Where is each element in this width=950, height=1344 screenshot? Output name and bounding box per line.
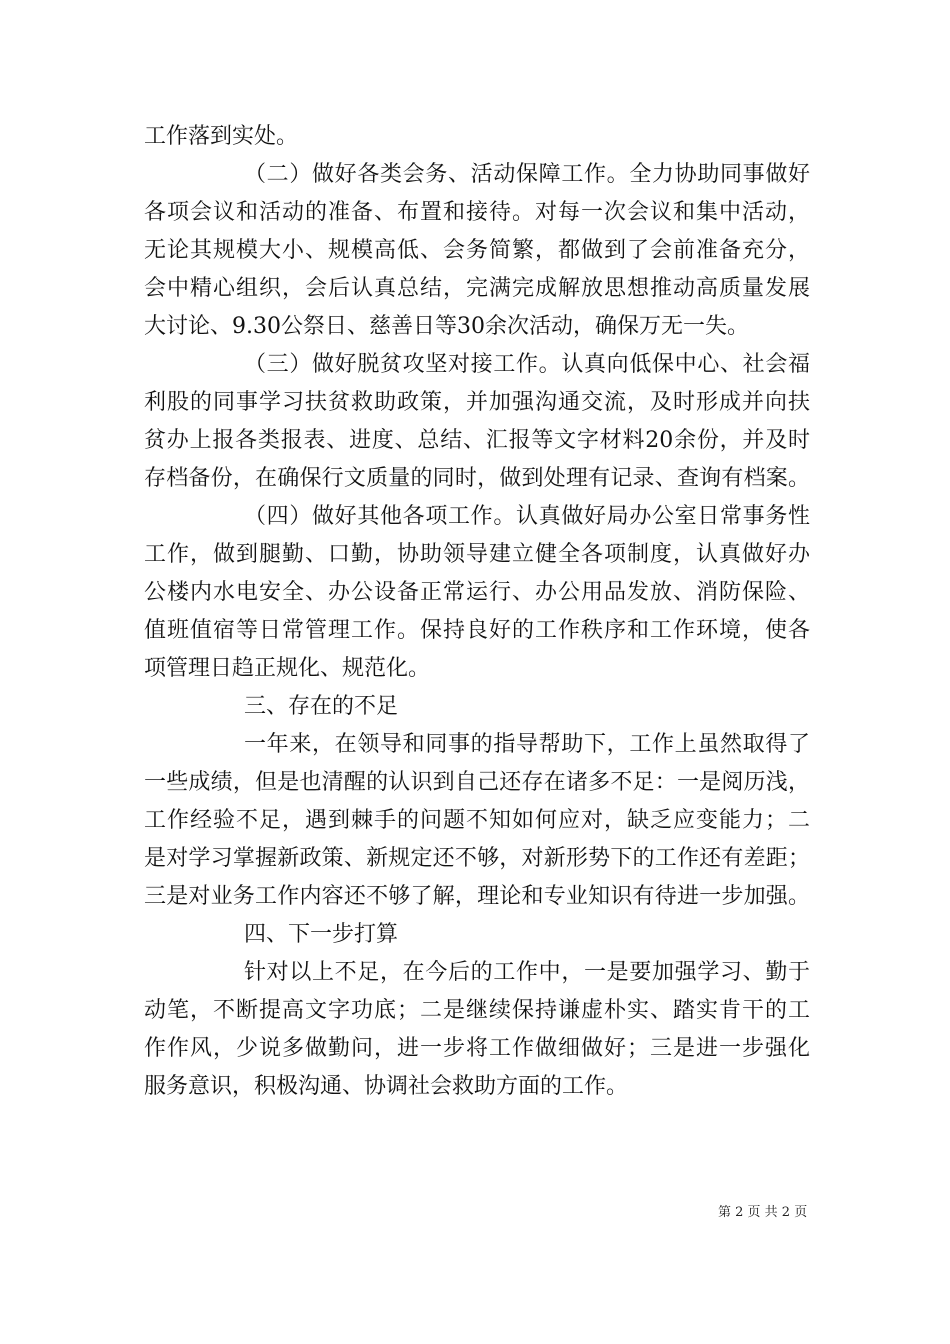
paragraph-line: 作作风，少说多做勤问，进一步将工作做细做好；三是进一步强化 <box>144 1036 810 1061</box>
paragraph-line: 动笔，不断提高文字功底；二是继续保持谦虚朴实、踏实肯干的工 <box>144 998 810 1023</box>
paragraph-line: 一些成绩，但是也清醒的认识到自己还存在诸多不足：一是阅历浅， <box>144 770 810 795</box>
paragraph-line: 公楼内水电安全、办公设备正常运行、办公用品发放、消防保险、 <box>144 580 810 605</box>
paragraph-line: 工作经验不足，遇到棘手的问题不知如何应对，缺乏应变能力；二 <box>144 808 810 833</box>
paragraph-line: （二）做好各类会务、活动保障工作。全力协助同事做好 <box>244 162 810 187</box>
paragraph-line: 工作落到实处。 <box>144 124 299 149</box>
document-body <box>144 118 810 1106</box>
paragraph-line: 各项会议和活动的准备、布置和接待。对每一次会议和集中活动， <box>144 200 810 225</box>
paragraph-line: 值班值宿等日常管理工作。保持良好的工作秩序和工作环境，使各 <box>144 618 810 643</box>
paragraph-line: 三是对业务工作内容还不够了解，理论和专业知识有待进一步加强。 <box>144 884 810 909</box>
paragraph-line: 利股的同事学习扶贫救助政策，并加强沟通交流，及时形成并向扶 <box>144 390 810 415</box>
paragraph-line: （三）做好脱贫攻坚对接工作。认真向低保中心、社会福 <box>244 352 810 377</box>
section-heading: 四、下一步打算 <box>244 922 399 947</box>
paragraph-line: 一年来，在领导和同事的指导帮助下，工作上虽然取得了 <box>244 732 810 757</box>
paragraph-line: 工作，做到腿勤、口勤，协助领导建立健全各项制度，认真做好办 <box>144 542 810 567</box>
paragraph-line: 贫办上报各类报表、进度、总结、汇报等文字材料20余份，并及时 <box>144 428 810 453</box>
page-number-footer: 第 2 页 共 2 页 <box>718 1205 808 1220</box>
section-heading: 三、存在的不足 <box>244 694 399 719</box>
paragraph-line: 项管理日趋正规化、规范化。 <box>144 656 431 681</box>
paragraph-line: 无论其规模大小、规模高低、会务简繁，都做到了会前准备充分， <box>144 238 810 263</box>
paragraph-line: （四）做好其他各项工作。认真做好局办公室日常事务性 <box>244 504 810 529</box>
paragraph-line: 会中精心组织，会后认真总结，完满完成解放思想推动高质量发展 <box>144 276 810 301</box>
paragraph-line: 存档备份，在确保行文质量的同时，做到处理有记录、查询有档案。 <box>144 466 810 491</box>
paragraph-line: 是对学习掌握新政策、新规定还不够，对新形势下的工作还有差距； <box>144 846 810 871</box>
paragraph-line: 针对以上不足，在今后的工作中，一是要加强学习、勤于 <box>244 960 810 985</box>
paragraph-line: 大讨论、9.30公祭日、慈善日等30余次活动，确保万无一失。 <box>144 314 749 339</box>
paragraph-line: 服务意识，积极沟通、协调社会救助方面的工作。 <box>144 1074 629 1099</box>
